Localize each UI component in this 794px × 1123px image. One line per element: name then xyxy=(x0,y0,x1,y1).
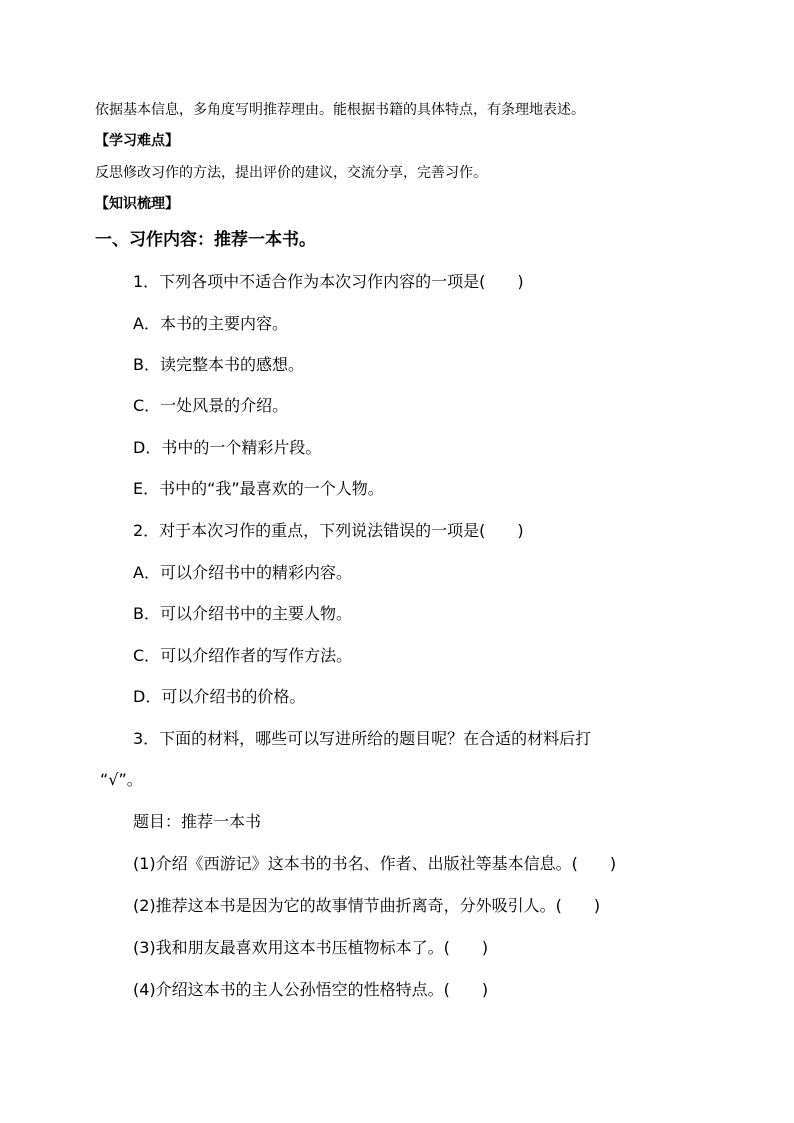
question-1-option-a: A．本书的主要内容。 xyxy=(133,314,288,333)
question-3-material-1: (1)介绍《西游记》这本书的书名、作者、出版社等基本信息。( ) xyxy=(133,854,617,873)
question-1-stem: 1．下列各项中不适合作为本次习作内容的一项是( ) xyxy=(133,272,524,291)
question-1-option-e: E．书中的“我”最喜欢的一个人物。 xyxy=(133,479,384,498)
question-2-option-a: A．可以介绍书中的精彩内容。 xyxy=(133,563,352,582)
section1-title: 一、习作内容：推荐一本书。 xyxy=(95,230,316,250)
knowledge-heading: 【知识梳理】 xyxy=(95,196,179,212)
question-3-topic: 题目：推荐一本书 xyxy=(133,812,262,831)
question-1-option-d: D．书中的一个精彩片段。 xyxy=(133,438,322,457)
intro-line: 依据基本信息，多角度写明推荐理由。能根据书籍的具体特点，有条理地表述。 xyxy=(95,102,585,118)
difficulty-text: 反思修改习作的方法，提出评价的建议，交流分享，完善习作。 xyxy=(95,165,487,181)
question-1-option-b: B．读完整本书的感想。 xyxy=(133,355,304,374)
question-2-option-b: B．可以介绍书中的主要人物。 xyxy=(133,604,352,623)
question-3-stem: 3．下面的材料，哪些可以写进所给的题目呢？在合适的材料后打 xyxy=(133,729,592,748)
question-3-material-3: (3)我和朋友最喜欢用这本书压植物标本了。( ) xyxy=(133,938,489,957)
question-3-material-2: (2)推荐这本书是因为它的故事情节曲折离奇，分外吸引人。( ) xyxy=(133,896,601,915)
question-3-stem-continued: “√”。 xyxy=(100,770,143,789)
question-2-option-d: D．可以介绍书的价格。 xyxy=(133,687,306,706)
question-2-option-c: C．可以介绍作者的写作方法。 xyxy=(133,646,353,665)
difficulty-heading: 【学习难点】 xyxy=(95,133,179,149)
question-2-stem: 2．对于本次习作的重点，下列说法错误的一项是( ) xyxy=(133,521,524,540)
question-3-material-4: (4)介绍这本书的主人公孙悟空的性格特点。( ) xyxy=(133,980,489,999)
question-1-option-c: C．一处风景的介绍。 xyxy=(133,396,289,415)
